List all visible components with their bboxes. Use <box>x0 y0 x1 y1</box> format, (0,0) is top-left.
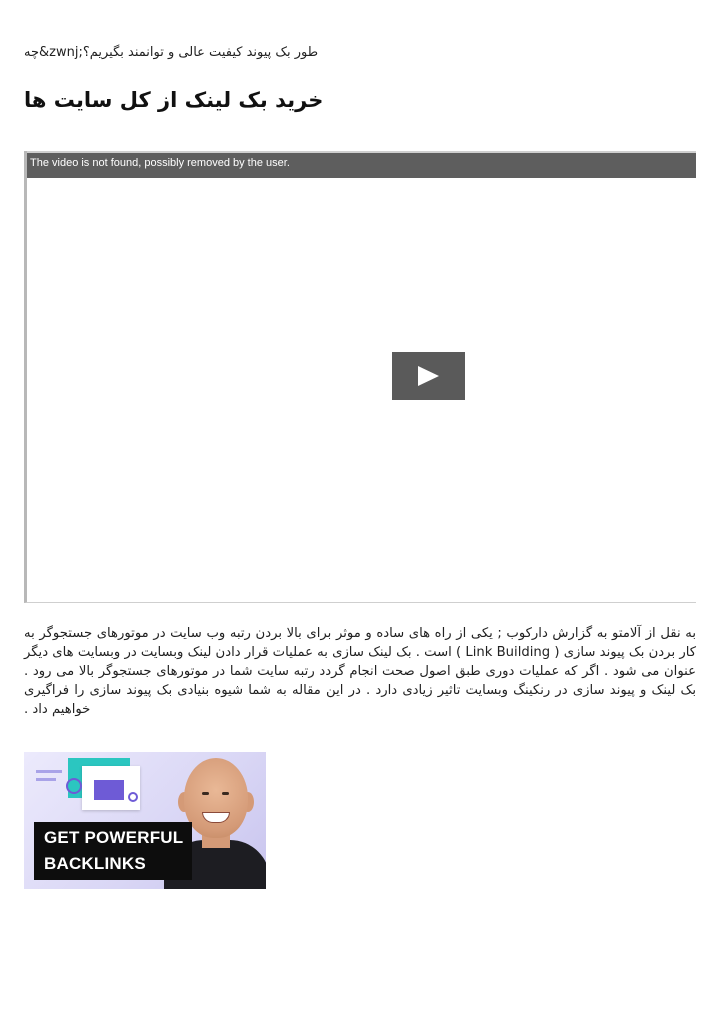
video-error-message: The video is not found, possibly removed by the user. <box>30 157 290 169</box>
play-button[interactable] <box>392 352 465 400</box>
promo-image[interactable] <box>24 752 266 889</box>
play-icon <box>416 364 441 388</box>
top-question: چه&zwnj;طور بک پیوند کیفیت عالی و توانمند بگیریم؟ <box>24 45 319 60</box>
article-paragraph: به نقل از آلامتو به گزارش دارکوب ; یکی از راه های ساده و موثر برای بالا بردن رتبه وب سایت در موتورهای جستجوگر به کار بردن بک پیوند سازی ( Link Building ) است . بک لینک سازی به عملیات قرار دادن لینک وبسایت در وبسایت های دیگر عنوان می شود . اگر که عملیات دوری طبق اصول صحت انجام گردد رتبه سایت شما در موتورهای جستجوگر بالا می رود . بک لینک و پیوند سازی در رنکینگ وبسایت تاثیر زیادی دارد . در این مقاله به شما شیوه بنیادی بک پیوند سازی را فراگیری خواهیم داد . <box>24 626 696 717</box>
promo-line-2: BACKLINKS <box>44 854 146 873</box>
promo-line-1: GET POWERFUL <box>44 828 184 847</box>
promo-graphic-line <box>36 778 56 781</box>
search-icon <box>66 778 82 794</box>
person-eye <box>202 792 209 795</box>
promo-graphic-line <box>36 770 62 773</box>
promo-graphic-dot <box>128 792 138 802</box>
promo-graphic-card <box>94 780 124 800</box>
video-error-bar <box>27 151 696 178</box>
person-head <box>184 758 248 838</box>
page-title: خرید بک لینک از کل سایت ها <box>24 88 324 112</box>
video-player[interactable] <box>24 151 696 603</box>
promo-badge <box>34 822 192 880</box>
person-eye <box>222 792 229 795</box>
